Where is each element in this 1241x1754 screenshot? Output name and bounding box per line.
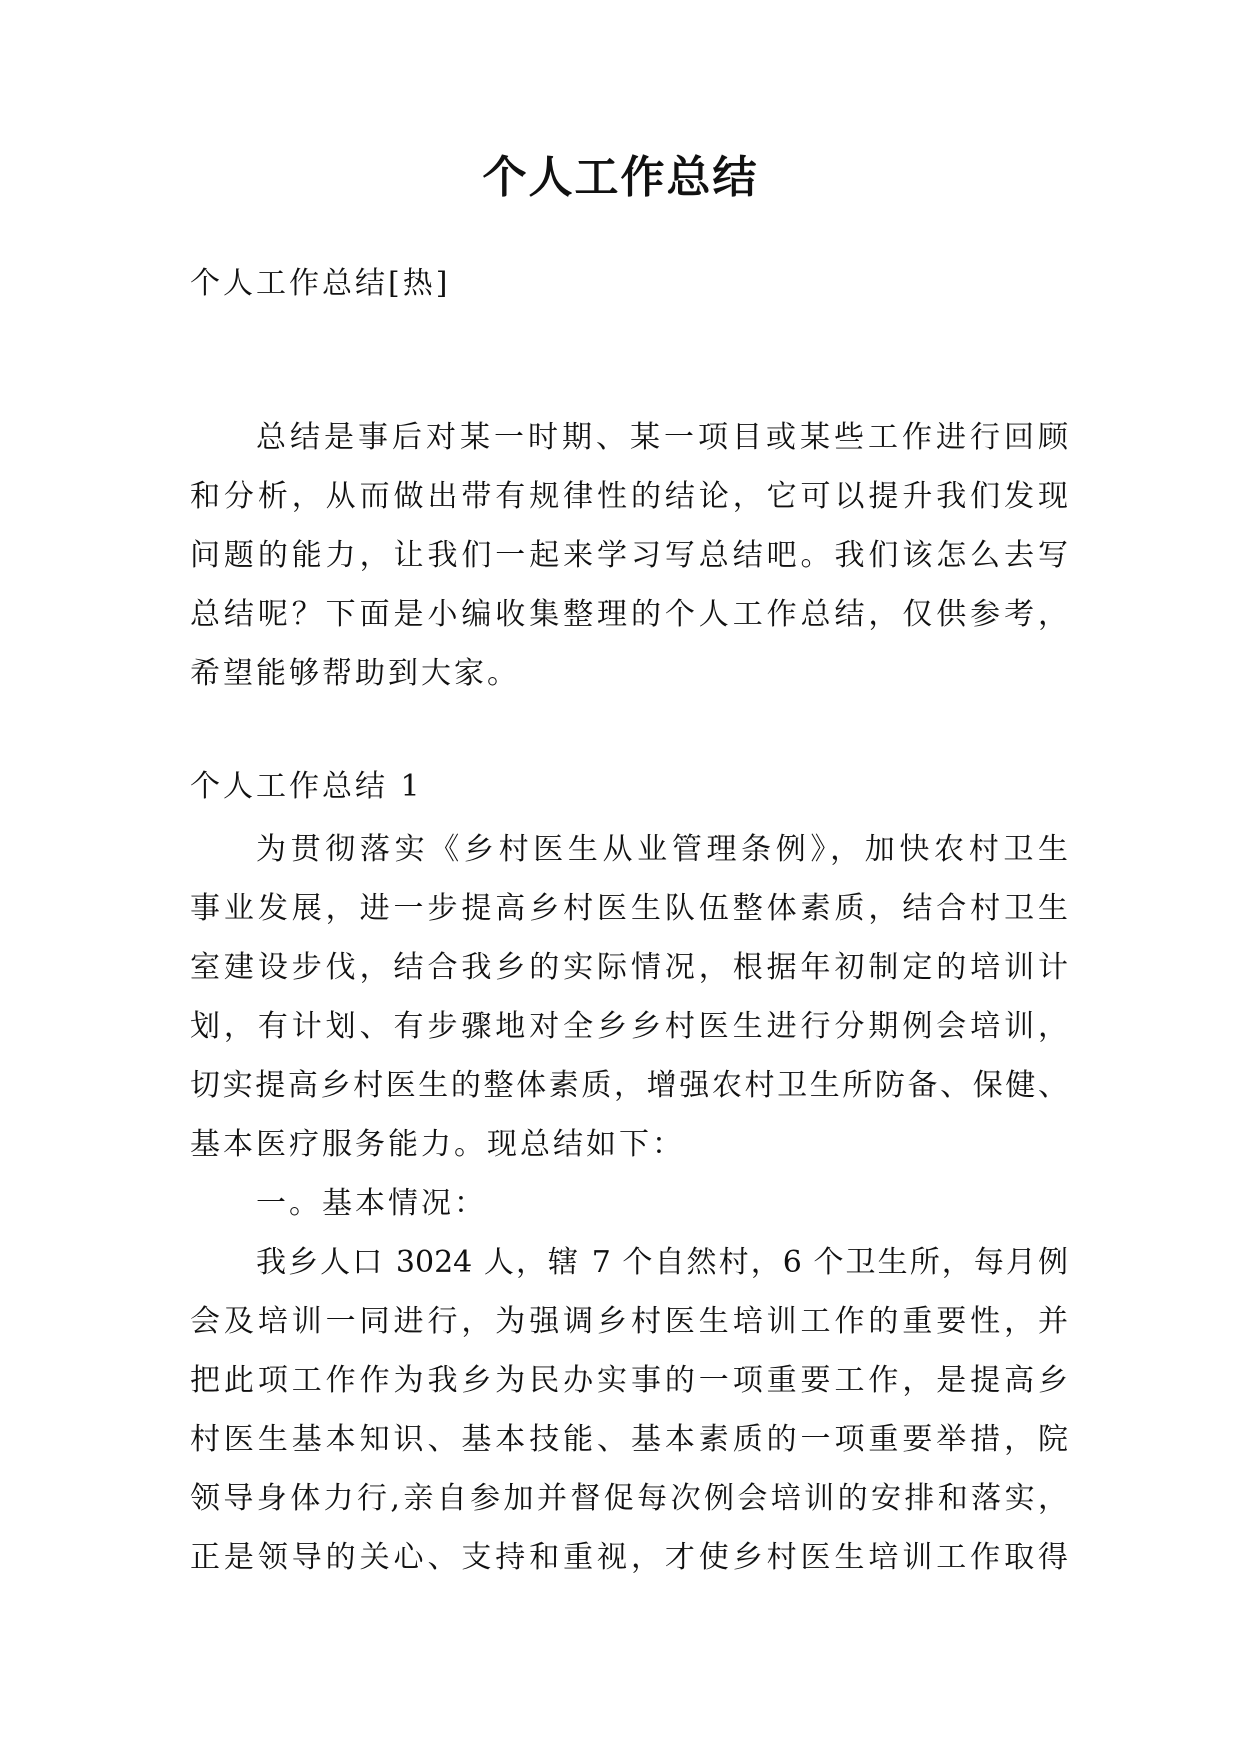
body-line: 为贯彻落实《乡村医生从业管理条例》，加快农村卫生 [256, 832, 1068, 867]
body-line: 领导身体力行,亲自参加并督促每次例会培训的安排和落实， [190, 1481, 1068, 1516]
body-line: 正是领导的关心、支持和重视，才使乡村医生培训工作取得 [190, 1540, 1068, 1575]
body-line: 村医生基本知识、基本技能、基本素质的一项重要举措，院 [190, 1422, 1068, 1457]
document-subtitle: 个人工作总结[热] [190, 266, 451, 301]
document-title: 个人工作总结 [482, 152, 759, 203]
body-line: 切实提高乡村医生的整体素质，增强农村卫生所防备、保健、 [190, 1068, 1068, 1103]
body-line: 会及培训一同进行，为强调乡村医生培训工作的重要性，并 [190, 1304, 1068, 1339]
body-line: 我乡人口 3024 人，辖 7 个自然村，6 个卫生所，每月例 [256, 1245, 1068, 1280]
body-line: 室建设步伐，结合我乡的实际情况，根据年初制定的培训计 [190, 950, 1068, 985]
intro-line: 总结呢？下面是小编收集整理的个人工作总结，仅供参考， [190, 597, 1068, 632]
body-line: 划，有计划、有步骤地对全乡乡村医生进行分期例会培训， [190, 1009, 1068, 1044]
section-heading: 个人工作总结 1 [190, 769, 423, 804]
body-subheading: 一。基本情况： [256, 1186, 487, 1221]
intro-line: 问题的能力，让我们一起来学习写总结吧。我们该怎么去写 [190, 538, 1068, 573]
intro-line: 希望能够帮助到大家。 [190, 656, 520, 691]
section-body [190, 820, 1068, 1587]
body-line: 基本医疗服务能力。现总结如下： [190, 1127, 685, 1162]
intro-paragraph [190, 408, 1068, 703]
intro-line: 和分析，从而做出带有规律性的结论，它可以提升我们发现 [190, 479, 1068, 514]
intro-line: 总结是事后对某一时期、某一项目或某些工作进行回顾 [256, 420, 1068, 455]
body-line: 把此项工作作为我乡为民办实事的一项重要工作，是提高乡 [190, 1363, 1068, 1398]
body-line: 事业发展，进一步提高乡村医生队伍整体素质，结合村卫生 [190, 891, 1068, 926]
